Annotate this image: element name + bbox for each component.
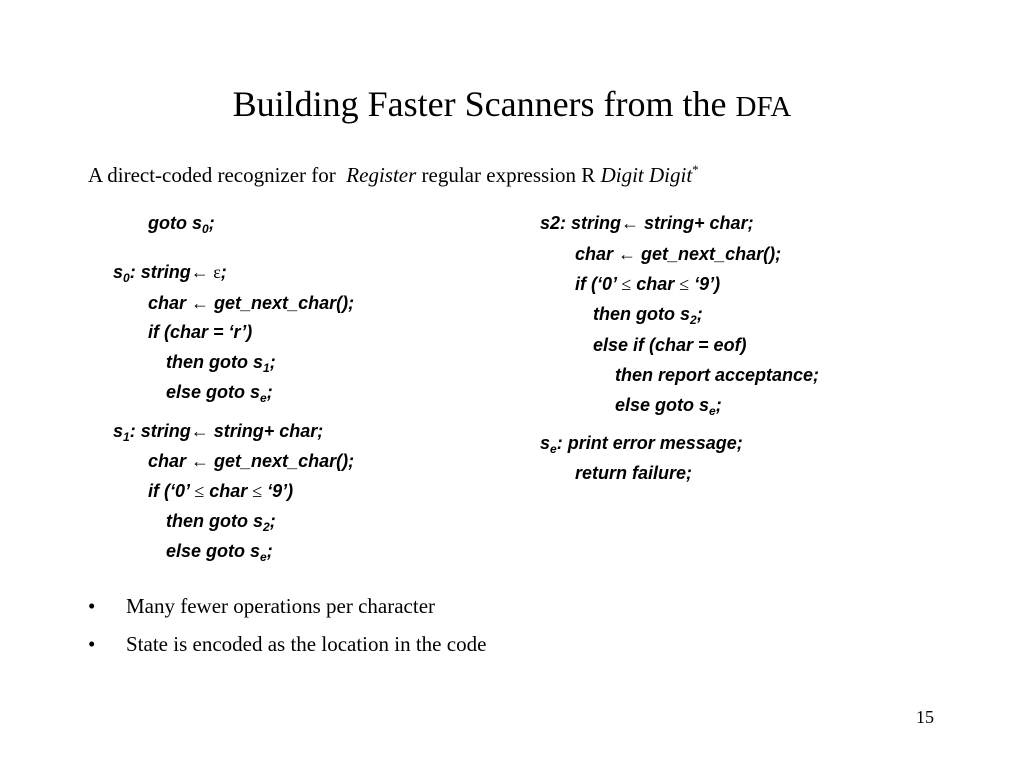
code-s0-then: then goto $s_1$; <box>166 352 276 375</box>
code-s2-read: char ← get_next_char(); <box>575 244 782 264</box>
code-s2-else: else goto $s_e$; <box>615 395 722 418</box>
bullet-text: Many fewer operations per character <box>126 594 436 618</box>
less-equal-symbol: ≤ <box>252 481 263 501</box>
less-equal-symbol: ≤ <box>679 274 690 294</box>
code-goto-s0: goto $s_0$; <box>148 213 215 236</box>
bullet-dot-icon: • <box>88 632 96 656</box>
code-s2-elseif: else if (char = eof) <box>593 335 747 355</box>
slide-title-dfa: DFA <box>735 91 792 123</box>
code-se-head: $s_e$: print error message; <box>540 433 743 456</box>
assign-arrow-icon: ← <box>191 293 210 313</box>
bullet-text: State is encoded as the location in the code <box>126 632 487 656</box>
bullet-dot-icon: • <box>88 594 96 618</box>
less-equal-symbol: ≤ <box>194 481 205 501</box>
subtitle-digits: Digit Digit <box>600 163 693 187</box>
code-s0-else: else goto $s_e$; <box>166 382 273 405</box>
code-s1-read: char ← get_next_char(); <box>148 451 355 471</box>
page-number: 15 <box>916 707 934 727</box>
code-s2-if: if (‘0’ ≤ char ≤ ‘9’) <box>575 274 721 294</box>
subtitle-middle: regular expression R <box>421 163 596 187</box>
code-s0-read: char ← get_next_char(); <box>148 293 355 313</box>
assign-arrow-icon: ← <box>618 244 637 264</box>
subtitle-register: Register <box>346 163 417 187</box>
code-s0-if: if (char = ‘r’) <box>148 322 253 342</box>
code-s2-then: then goto $s_2$; <box>593 304 703 327</box>
code-s2-report: then report acceptance; <box>615 365 820 385</box>
assign-arrow-icon: ← <box>190 262 209 282</box>
assign-arrow-icon: ← <box>190 421 209 441</box>
subtitle-prefix: A direct-coded recognizer for <box>88 163 336 187</box>
assign-arrow-icon: ← <box>621 213 640 233</box>
code-s1-then: then goto $s_2$; <box>166 511 276 534</box>
code-s0-head: $s_0$: string← ε; <box>113 262 227 285</box>
slide-subtitle <box>88 162 699 188</box>
less-equal-symbol: ≤ <box>621 274 632 294</box>
code-se-return: return failure; <box>575 463 693 483</box>
code-s1-head: $s_1$: string← string+ char; <box>113 421 324 444</box>
code-s2-head: s2: string← string+ char; <box>540 213 754 233</box>
slide-title-main: Building Faster Scanners from the <box>232 84 736 124</box>
subtitle-star: * <box>692 162 699 177</box>
assign-arrow-icon: ← <box>191 451 210 471</box>
code-s1-else: else goto $s_e$; <box>166 541 273 564</box>
epsilon-symbol: ε <box>208 262 221 282</box>
code-s1-if: if (‘0’ ≤ char ≤ ‘9’) <box>148 481 294 501</box>
slide-title <box>0 83 1024 125</box>
